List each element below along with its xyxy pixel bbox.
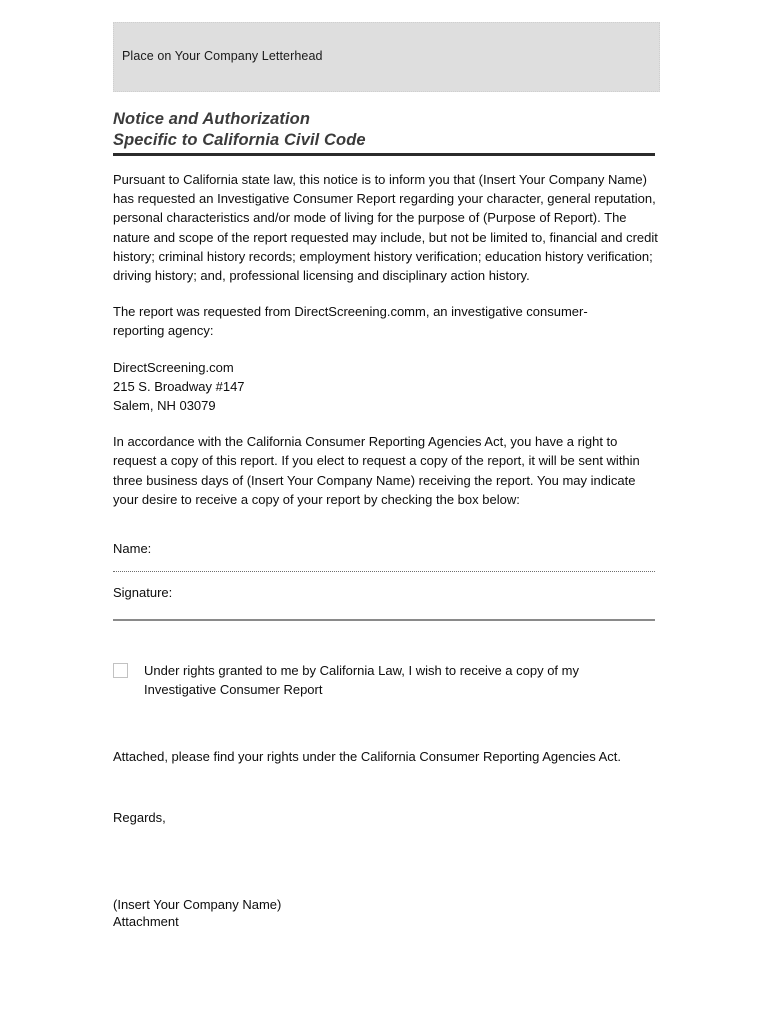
name-input-line[interactable] (113, 571, 655, 572)
signature-field-label: Signature: (113, 585, 173, 601)
attached-rights-paragraph: Attached, please find your rights under the California Consumer Reporting Agencies Act. (113, 749, 622, 765)
closing-attachment-label: Attachment (113, 913, 179, 929)
letterhead-placeholder-text: Place on Your Company Letterhead (122, 49, 323, 63)
closing-block (113, 896, 658, 930)
signature-section (113, 539, 658, 621)
consent-checkbox[interactable] (113, 663, 128, 678)
agency-name: DirectScreening.com (113, 359, 234, 375)
consent-checkbox-row[interactable] (113, 661, 658, 699)
page-title (113, 109, 655, 156)
letterhead-placeholder-box (113, 22, 660, 92)
closing-company-name: (Insert Your Company Name) (113, 896, 282, 912)
agency-paragraph: The report was requested from DirectScreening.comm, an investigative consumer-reporting agency: (113, 304, 588, 339)
signature-input-line[interactable] (113, 619, 655, 621)
accordance-paragraph: In accordance with the California Consumer Reporting Agencies Act, you have a right to request a copy of this report. If you elect to request a copy of the report, it will be sent within three business days of (Insert Your Company Name) receiving the report. You may indicate your desire to receive a copy of your report by checking the box below: (113, 434, 640, 507)
agency-city-state-zip: Salem, NH 03079 (113, 398, 216, 414)
intro-paragraph: Pursuant to California state law, this notice is to inform you that (Insert Your Company Name) has requested an Investigative Consumer Report regarding your character, general reputation, personal characteristics and/or mode of living for the purpose of (Purpose of Report). The nature and scope of the report requested may include, but not be limited to, financial and credit history; criminal history records; employment history verification; education history verification; driving history; and, professional licensing and disciplinary action history. (113, 172, 658, 284)
agency-address-block (113, 358, 658, 416)
name-field-label: Name: (113, 541, 152, 557)
regards-text: Regards, (113, 809, 166, 825)
page-title-line-1: Notice and Authorization (113, 110, 311, 128)
document-content (113, 22, 658, 930)
page-title-line-2: Specific to California Civil Code (113, 131, 366, 149)
agency-street: 215 S. Broadway #147 (113, 378, 245, 394)
consent-checkbox-label: Under rights granted to me by California Law, I wish to receive a copy of my Investigative Consumer Report (144, 663, 579, 698)
